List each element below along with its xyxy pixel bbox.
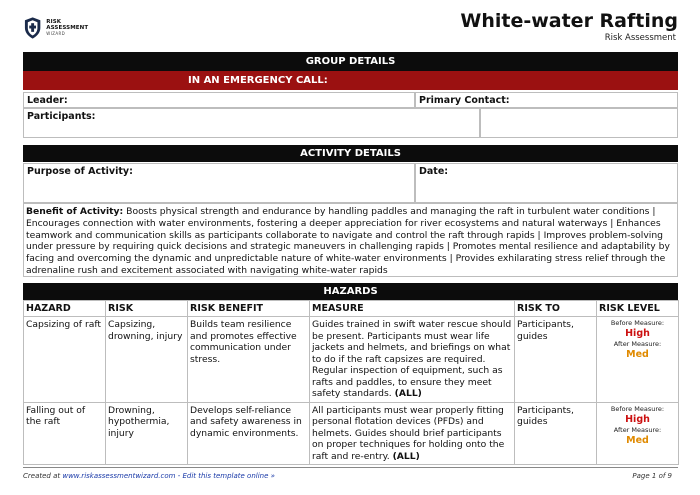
measure-tag: (ALL)	[392, 450, 420, 462]
measure-cell	[310, 402, 515, 465]
benefit-of-activity	[23, 203, 678, 277]
logo-sub: WIZARD	[46, 31, 66, 36]
emergency-call-bar: IN AN EMERGENCY CALL:	[23, 71, 678, 90]
group-details-header: GROUP DETAILS	[23, 52, 678, 71]
hazard-cell: Falling out of the raft	[24, 402, 106, 465]
group-details-grid	[23, 92, 678, 138]
hazards-header: HAZARDS	[23, 283, 678, 300]
page-number: Page 1 of 9	[632, 472, 672, 480]
logo-name: RISK ASSESSMENT	[46, 19, 89, 31]
page-title: White-water Rafting	[460, 10, 678, 32]
risk-cell: Capsizing, drowning, injury	[106, 317, 188, 403]
after-measure-label: After Measure:	[613, 425, 662, 434]
before-measure-value: High	[625, 328, 650, 339]
before-measure-label: Before Measure:	[610, 319, 665, 327]
participants-field[interactable]	[23, 108, 480, 138]
risk-level-cell	[597, 317, 679, 403]
shield-logo-icon	[23, 16, 42, 40]
hazards-table	[23, 300, 679, 465]
page-footer	[23, 467, 678, 480]
logo	[23, 14, 103, 42]
benefit-cell: Develops self-reliance and safety awareness in dynamic environments.	[188, 402, 310, 465]
risk-level-cell	[597, 402, 679, 465]
after-measure-value: Med	[626, 434, 649, 446]
edit-template-link[interactable]: - Edit this template online »	[177, 472, 275, 480]
table-row	[24, 402, 679, 465]
risk-to-cell: Participants, guides	[515, 317, 597, 403]
leader-field[interactable]	[23, 92, 415, 108]
benefit-label: Benefit of Activity:	[26, 206, 124, 217]
participants-label: Participants:	[27, 111, 96, 122]
risk-cell: Drowning, hypothermia, injury	[106, 402, 188, 465]
hazards-header-row	[24, 301, 679, 317]
primary-contact-label: Primary Contact:	[419, 95, 510, 106]
benefit-cell: Builds team resilience and promotes effective communication under stress.	[188, 317, 310, 403]
col-measure: MEASURE	[310, 301, 515, 317]
purpose-field[interactable]	[23, 163, 415, 203]
activity-details-grid	[23, 163, 678, 203]
table-row	[24, 317, 679, 403]
footer-prefix: Created at	[23, 472, 61, 480]
purpose-label: Purpose of Activity:	[27, 166, 133, 177]
risk-to-cell: Participants, guides	[515, 402, 597, 465]
col-risk-benefit: RISK BENEFIT	[188, 301, 310, 317]
date-field[interactable]	[415, 163, 678, 203]
hazard-cell: Capsizing of raft	[24, 317, 106, 403]
participants-extra-field[interactable]	[480, 108, 678, 138]
page-header	[23, 10, 678, 48]
measure-text: All participants must wear properly fitting personal flotation devices (PFDs) and helmets. Guides should brief participants on proper techniques for holding onto the raft and re-entry.	[312, 404, 505, 462]
date-label: Date:	[419, 166, 449, 177]
page-subtitle: Risk Assessment	[604, 33, 676, 43]
col-risk-level: RISK LEVEL	[597, 301, 679, 317]
before-measure-label: Before Measure:	[610, 404, 665, 413]
col-risk: RISK	[106, 301, 188, 317]
col-risk-to: RISK TO	[515, 301, 597, 317]
measure-cell	[310, 317, 515, 403]
measure-tag: (ALL)	[394, 388, 422, 399]
benefit-text: Boosts physical strength and endurance by handling paddles and managing the raft in turbulent water conditions | Encourages connection with water environments, fostering a deeper appreciation for river ecosystems and natural waterways | Enhances teamwork and communication skills as participants collaborate to navigate and control the raft through rapids | Improves problem-solving under pressure by requiring quick decisions and strategic maneuvers in challenging rapids | Promotes mental resilience and adaptability by facing and overcoming the dynamic and unpredictable nature of white-water environments | Provides exhilarating stress relief through the adrenaline rush and excitement associated with navigating white-water rapids	[26, 206, 670, 276]
before-measure-value: High	[625, 413, 650, 425]
col-hazard: HAZARD	[24, 301, 106, 317]
leader-label: Leader:	[27, 95, 68, 106]
after-measure-label: After Measure:	[613, 340, 662, 348]
measure-text: Guides trained in swift water rescue should be present. Participants must wear life jackets and helmets, and briefings on what to do if the raft capsizes are required. Regular inspection of equipment, such as rafts and paddles, to ensure they meet safety standards.	[312, 319, 512, 399]
footer-link[interactable]: www.riskassessmentwizard.com	[62, 472, 176, 480]
after-measure-value: Med	[626, 349, 649, 360]
primary-contact-field[interactable]	[415, 92, 678, 108]
activity-details-header: ACTIVITY DETAILS	[23, 145, 678, 162]
